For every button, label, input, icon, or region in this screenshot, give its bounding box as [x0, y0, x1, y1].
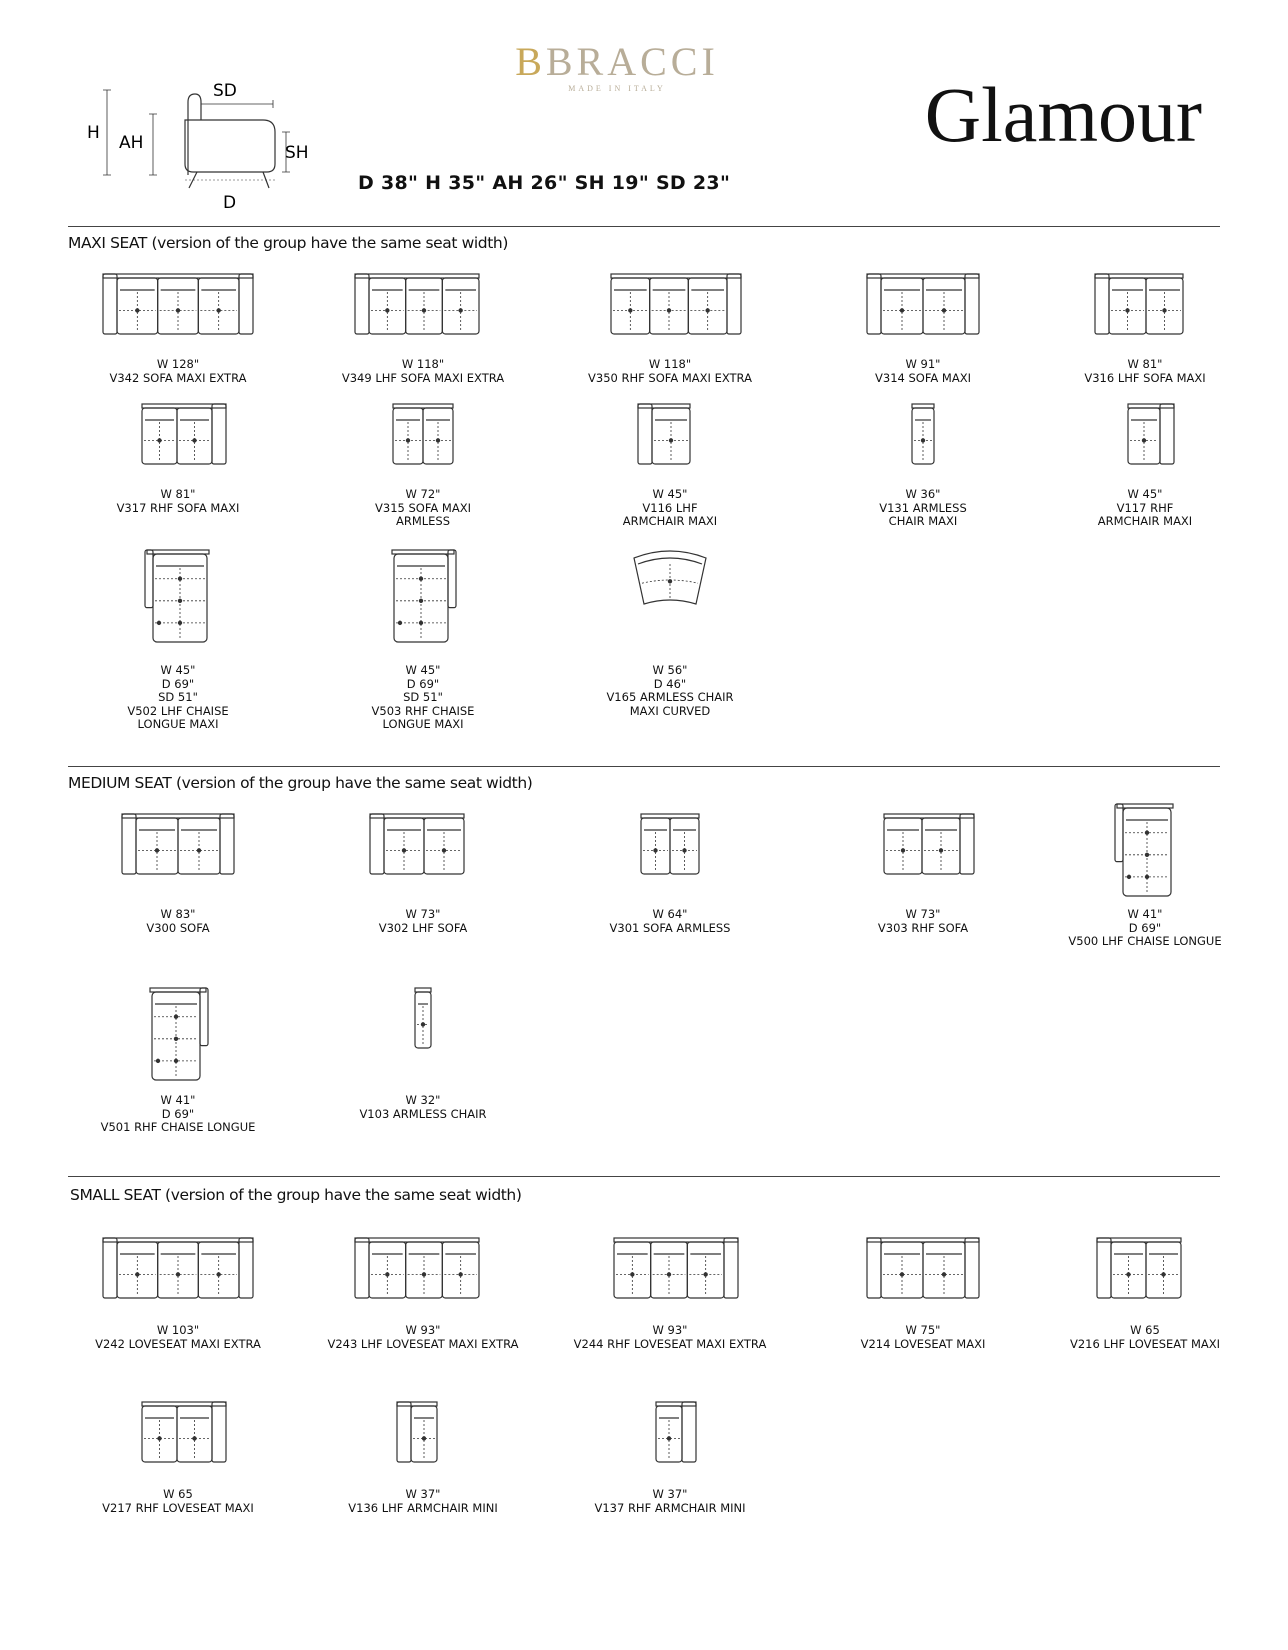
product-name: SD 51" [403, 690, 443, 704]
product-caption [308, 358, 538, 385]
product-caption [808, 488, 1038, 529]
product-caption [808, 908, 1038, 935]
product-item [63, 812, 293, 935]
product-caption [308, 908, 538, 935]
product-item [555, 1400, 785, 1515]
section-title-small: SMALL SEAT (version of the group have the same seat width) [70, 1186, 522, 1204]
product-caption [1030, 1324, 1260, 1351]
product-name: V501 RHF CHAISE LONGUE [100, 1120, 256, 1134]
product-drawing [1095, 1236, 1195, 1300]
product-drawing [101, 272, 255, 336]
product-name: ARMCHAIR MAXI [622, 514, 718, 528]
product-item [555, 548, 785, 718]
section-divider [68, 1176, 1220, 1177]
product-item [308, 986, 538, 1121]
product-drawing [395, 1400, 451, 1464]
product-width: W 128" [156, 357, 200, 371]
product-item [308, 402, 538, 528]
product-width: W 37" [652, 1487, 688, 1501]
product-drawing [128, 1400, 228, 1464]
product-width: W 37" [405, 1487, 441, 1501]
product-name: ARMCHAIR MAXI [1097, 514, 1193, 528]
product-drawing [353, 272, 493, 336]
product-drawing [597, 272, 743, 336]
section-title-maxi: MAXI SEAT (version of the group have the same seat width) [68, 234, 508, 252]
product-item [555, 272, 785, 385]
product-drawing [898, 402, 948, 466]
product-name: V216 LHF LOVESEAT MAXI [1069, 1336, 1221, 1351]
product-name: LONGUE MAXI [137, 717, 219, 731]
product-width: W 91" [905, 357, 941, 371]
product-item [808, 1236, 1038, 1351]
product-drawing [128, 402, 228, 466]
product-caption [555, 1488, 785, 1515]
product-name: V503 RHF CHAISE [371, 703, 475, 718]
label-sh: SH [285, 143, 309, 163]
product-item [308, 272, 538, 385]
product-name: V137 RHF ARMCHAIR MINI [594, 1500, 746, 1515]
product-name: D 69" [406, 676, 440, 691]
product-caption [63, 488, 293, 515]
product-name: V314 SOFA MAXI [875, 370, 971, 385]
product-drawing [865, 272, 981, 336]
product-width: W 45" [652, 487, 688, 501]
product-item [63, 1236, 293, 1351]
side-profile-diagram [85, 80, 345, 220]
product-name: D 69" [161, 1106, 195, 1121]
product-drawing [642, 1400, 698, 1464]
product-drawing [388, 548, 458, 644]
product-item [308, 1400, 538, 1515]
product-caption [63, 1094, 293, 1135]
product-drawing [627, 812, 713, 876]
product-width: W 81" [160, 487, 196, 501]
product-item [308, 1236, 538, 1351]
product-name: V244 RHF LOVESEAT MAXI EXTRA [573, 1336, 767, 1351]
product-name: V301 SOFA ARMLESS [609, 920, 731, 935]
product-name: V317 RHF SOFA MAXI [116, 500, 240, 515]
product-width: W 41" [160, 1093, 196, 1107]
product-drawing [636, 402, 704, 466]
product-name: V315 SOFA MAXI [375, 500, 471, 515]
product-item [308, 548, 538, 731]
product-name: V350 RHF SOFA MAXI EXTRA [588, 370, 752, 385]
product-drawing [120, 812, 236, 876]
product-caption [63, 908, 293, 935]
product-name: V303 RHF SOFA [877, 920, 969, 935]
product-item [63, 1400, 293, 1515]
product-caption [63, 358, 293, 385]
product-caption [308, 1324, 538, 1351]
product-name: V136 LHF ARMCHAIR MINI [348, 1500, 498, 1515]
product-name: D 69" [1128, 920, 1162, 935]
product-item [63, 272, 293, 385]
product-item [63, 402, 293, 515]
product-item [63, 986, 293, 1134]
product-width: W 45" [160, 663, 196, 677]
product-item [555, 812, 785, 935]
product-name: V117 RHF [1116, 500, 1174, 515]
collection-title: Glamour [924, 71, 1202, 158]
product-name: V243 LHF LOVESEAT MAXI EXTRA [327, 1336, 519, 1351]
product-drawing [101, 1236, 255, 1300]
product-name: V300 SOFA [146, 920, 210, 935]
product-width: W 65 [1130, 1323, 1160, 1337]
label-d: D [223, 193, 237, 213]
product-name: D 46" [653, 676, 687, 691]
product-name: V214 LOVESEAT MAXI [860, 1336, 986, 1351]
product-item [308, 812, 538, 935]
product-width: W 118" [648, 357, 692, 371]
product-width: W 118" [401, 357, 445, 371]
product-name: ARMLESS [395, 514, 451, 528]
product-width: W 73" [905, 907, 941, 921]
product-name: V502 LHF CHAISE [127, 703, 229, 718]
product-name: V349 LHF SOFA MAXI EXTRA [341, 370, 505, 385]
product-name: D 69" [161, 676, 195, 691]
product-caption [63, 1488, 293, 1515]
product-drawing [368, 812, 478, 876]
product-caption [308, 664, 538, 732]
product-item [555, 1236, 785, 1351]
product-drawing [1114, 402, 1176, 466]
product-drawing [146, 986, 210, 1082]
product-name: SD 51" [158, 690, 198, 704]
product-width: W 36" [905, 487, 941, 501]
product-caption [555, 664, 785, 718]
product-item [808, 812, 1038, 935]
product-width: W 41" [1127, 907, 1163, 921]
product-caption [1030, 908, 1260, 949]
product-name: V217 RHF LOVESEAT MAXI [102, 1500, 254, 1515]
product-name: MAXI CURVED [629, 703, 711, 718]
product-caption [308, 488, 538, 529]
product-name: V316 LHF SOFA MAXI [1084, 370, 1206, 385]
product-item [1030, 802, 1260, 948]
product-item [1030, 402, 1260, 528]
brand-tagline: MADE IN ITALY [568, 84, 666, 93]
product-item [1030, 1236, 1260, 1351]
product-width: W 93" [405, 1323, 441, 1337]
product-name: CHAIR MAXI [888, 514, 958, 528]
product-width: W 64" [652, 907, 688, 921]
product-caption [308, 1488, 538, 1515]
product-caption [555, 358, 785, 385]
product-drawing [632, 548, 708, 612]
product-caption [63, 1324, 293, 1351]
product-name: V500 LHF CHAISE LONGUE [1068, 934, 1222, 948]
product-width: W 65 [163, 1487, 193, 1501]
product-width: W 73" [405, 907, 441, 921]
product-drawing [865, 1236, 981, 1300]
product-caption [808, 1324, 1038, 1351]
product-drawing [600, 1236, 740, 1300]
product-width: W 103" [156, 1323, 200, 1337]
product-width: W 72" [405, 487, 441, 501]
product-name: V242 LOVESEAT MAXI EXTRA [95, 1336, 261, 1351]
product-caption [1030, 488, 1260, 529]
section-title-medium: MEDIUM SEAT (version of the group have the same seat width) [68, 774, 533, 792]
product-caption [555, 908, 785, 935]
product-item [63, 548, 293, 731]
product-width: W 75" [905, 1323, 941, 1337]
product-drawing [353, 1236, 493, 1300]
product-width: W 32" [405, 1093, 441, 1107]
product-caption [63, 664, 293, 732]
product-width: W 56" [652, 663, 688, 677]
product-caption [808, 358, 1038, 385]
label-ah: AH [119, 133, 144, 153]
product-drawing [401, 986, 445, 1050]
product-drawing [143, 548, 213, 644]
product-item [808, 402, 1038, 528]
product-name: LONGUE MAXI [382, 717, 464, 731]
section-divider [68, 226, 1220, 227]
product-caption [555, 488, 785, 529]
product-name: V116 LHF [642, 500, 698, 515]
product-drawing [870, 812, 976, 876]
brand-logo-text: BBRACCI [515, 39, 719, 84]
product-width: W 93" [652, 1323, 688, 1337]
brand-logo [512, 39, 722, 93]
section-divider [68, 766, 1220, 767]
label-sd: SD [213, 81, 237, 101]
overall-dimensions: D 38" H 35" AH 26" SH 19" SD 23" [358, 172, 731, 194]
product-width: W 83" [160, 907, 196, 921]
product-name: V103 ARMLESS CHAIR [359, 1106, 487, 1121]
product-drawing [379, 402, 467, 466]
label-h: H [87, 123, 100, 143]
product-item [1030, 272, 1260, 385]
product-name: V131 ARMLESS [879, 500, 967, 515]
product-name: V165 ARMLESS CHAIR [606, 690, 734, 704]
product-item [555, 402, 785, 528]
product-item [808, 272, 1038, 385]
product-drawing [1113, 802, 1177, 898]
product-drawing [1093, 272, 1197, 336]
product-caption [308, 1094, 538, 1121]
product-caption [1030, 358, 1260, 385]
product-width: W 81" [1127, 357, 1163, 371]
product-name: V342 SOFA MAXI EXTRA [109, 370, 247, 385]
product-width: W 45" [1127, 487, 1163, 501]
product-width: W 45" [405, 663, 441, 677]
product-caption [555, 1324, 785, 1351]
product-name: V302 LHF SOFA [378, 920, 468, 935]
